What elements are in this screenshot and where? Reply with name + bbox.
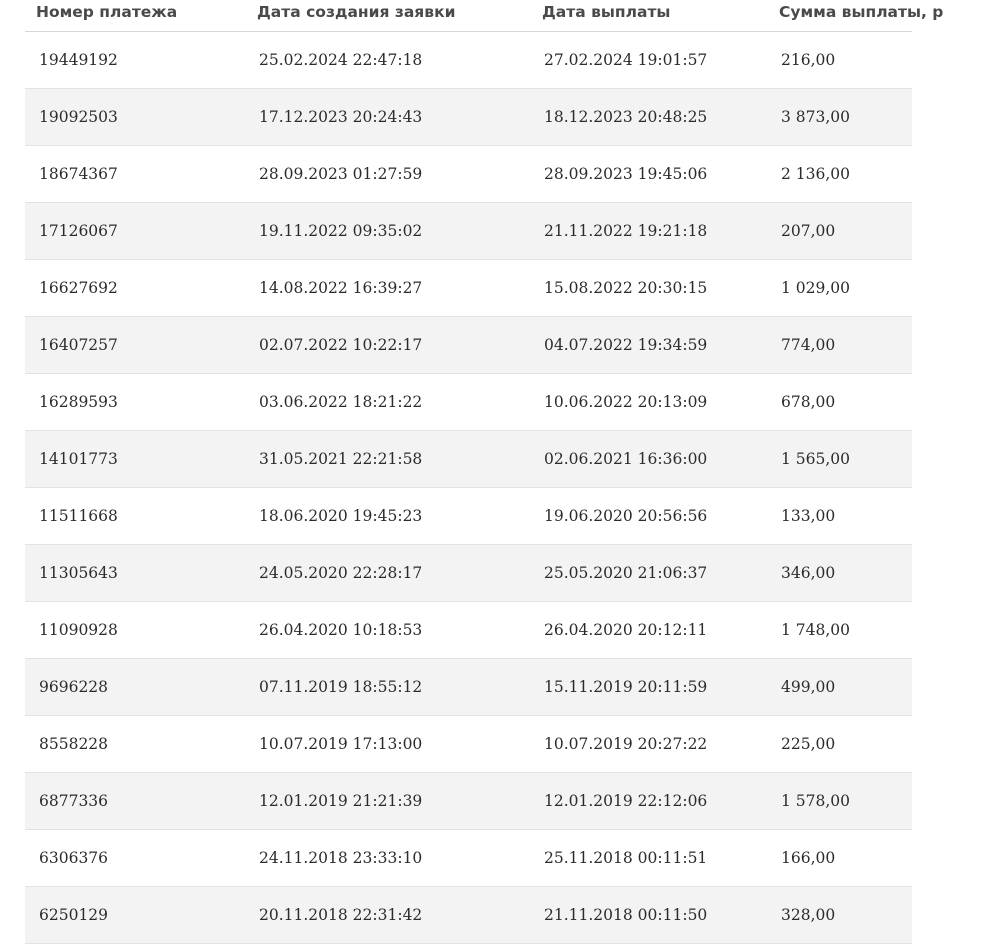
table-row [25,374,912,431]
payment-number-cell: 6306376 [39,849,109,867]
payment-number-cell: 8558228 [39,735,109,753]
payout-date-cell: 19.06.2020 20:56:56 [544,507,708,525]
payout-amount-cell: 133,00 [781,507,836,525]
table-body [25,32,912,944]
request-date-cell: 20.11.2018 22:31:42 [259,906,423,924]
payout-amount-cell: 216,00 [781,51,836,69]
table-row [25,488,912,545]
table-row [25,203,912,260]
table-row [25,545,912,602]
table-row [25,716,912,773]
request-date-cell: 25.02.2024 22:47:18 [259,51,423,69]
table-row [25,32,912,89]
payout-amount-cell: 328,00 [781,906,836,924]
payout-date-cell: 25.11.2018 00:11:51 [544,849,708,867]
payout-amount-cell: 1 578,00 [781,792,851,810]
header-payout-amount[interactable]: Сумма выплаты, р [779,3,944,21]
request-date-cell: 28.09.2023 01:27:59 [259,165,423,183]
request-date-cell: 26.04.2020 10:18:53 [259,621,423,639]
payout-date-cell: 04.07.2022 19:34:59 [544,336,708,354]
request-date-cell: 12.01.2019 21:21:39 [259,792,423,810]
payout-date-cell: 25.05.2020 21:06:37 [544,564,708,582]
payments-table [25,0,944,931]
request-date-cell: 03.06.2022 18:21:22 [259,393,423,411]
payment-number-cell: 11511668 [39,507,118,525]
request-date-cell: 17.12.2023 20:24:43 [259,108,423,126]
table-row [25,830,912,887]
payment-number-cell: 17126067 [39,222,118,240]
payment-number-cell: 16407257 [39,336,118,354]
request-date-cell: 19.11.2022 09:35:02 [259,222,423,240]
request-date-cell: 07.11.2019 18:55:12 [259,678,423,696]
payment-number-cell: 6250129 [39,906,109,924]
payout-date-cell: 10.06.2022 20:13:09 [544,393,708,411]
payment-number-cell: 11090928 [39,621,118,639]
table-row [25,887,912,944]
payout-amount-cell: 678,00 [781,393,836,411]
payout-amount-cell: 346,00 [781,564,836,582]
payment-number-cell: 11305643 [39,564,118,582]
table-row [25,431,912,488]
payout-amount-cell: 499,00 [781,678,836,696]
table-row [25,659,912,716]
header-request-date[interactable]: Дата создания заявки [257,3,456,21]
payout-date-cell: 26.04.2020 20:12:11 [544,621,708,639]
payout-amount-cell: 166,00 [781,849,836,867]
payout-amount-cell: 1 565,00 [781,450,851,468]
payout-date-cell: 18.12.2023 20:48:25 [544,108,708,126]
table-row [25,317,912,374]
header-payout-date[interactable]: Дата выплаты [542,3,671,21]
payout-amount-cell: 1 748,00 [781,621,851,639]
request-date-cell: 14.08.2022 16:39:27 [259,279,423,297]
payout-amount-cell: 225,00 [781,735,836,753]
payout-date-cell: 15.08.2022 20:30:15 [544,279,708,297]
request-date-cell: 18.06.2020 19:45:23 [259,507,423,525]
payment-number-cell: 16289593 [39,393,118,411]
payout-date-cell: 12.01.2019 22:12:06 [544,792,708,810]
request-date-cell: 02.07.2022 10:22:17 [259,336,423,354]
header-payment-number[interactable]: Номер платежа [36,3,178,21]
payout-date-cell: 21.11.2018 00:11:50 [544,906,708,924]
payment-number-cell: 6877336 [39,792,109,810]
payout-date-cell: 15.11.2019 20:11:59 [544,678,708,696]
payment-number-cell: 16627692 [39,279,118,297]
table-header [25,0,944,32]
table-row [25,260,912,317]
table-row [25,773,912,830]
payout-date-cell: 27.02.2024 19:01:57 [544,51,708,69]
payout-date-cell: 28.09.2023 19:45:06 [544,165,708,183]
request-date-cell: 31.05.2021 22:21:58 [259,450,423,468]
payment-number-cell: 14101773 [39,450,118,468]
request-date-cell: 24.11.2018 23:33:10 [259,849,423,867]
payment-number-cell: 18674367 [39,165,118,183]
table-row [25,146,912,203]
request-date-cell: 10.07.2019 17:13:00 [259,735,423,753]
payout-amount-cell: 1 029,00 [781,279,851,297]
payout-date-cell: 10.07.2019 20:27:22 [544,735,708,753]
request-date-cell: 24.05.2020 22:28:17 [259,564,423,582]
payment-number-cell: 19092503 [39,108,118,126]
payout-amount-cell: 207,00 [781,222,836,240]
payout-date-cell: 02.06.2021 16:36:00 [544,450,708,468]
payout-amount-cell: 3 873,00 [781,108,851,126]
table-row [25,89,912,146]
payout-amount-cell: 2 136,00 [781,165,851,183]
payout-date-cell: 21.11.2022 19:21:18 [544,222,708,240]
table-row [25,602,912,659]
payout-amount-cell: 774,00 [781,336,836,354]
payment-number-cell: 19449192 [39,51,118,69]
payment-number-cell: 9696228 [39,678,109,696]
